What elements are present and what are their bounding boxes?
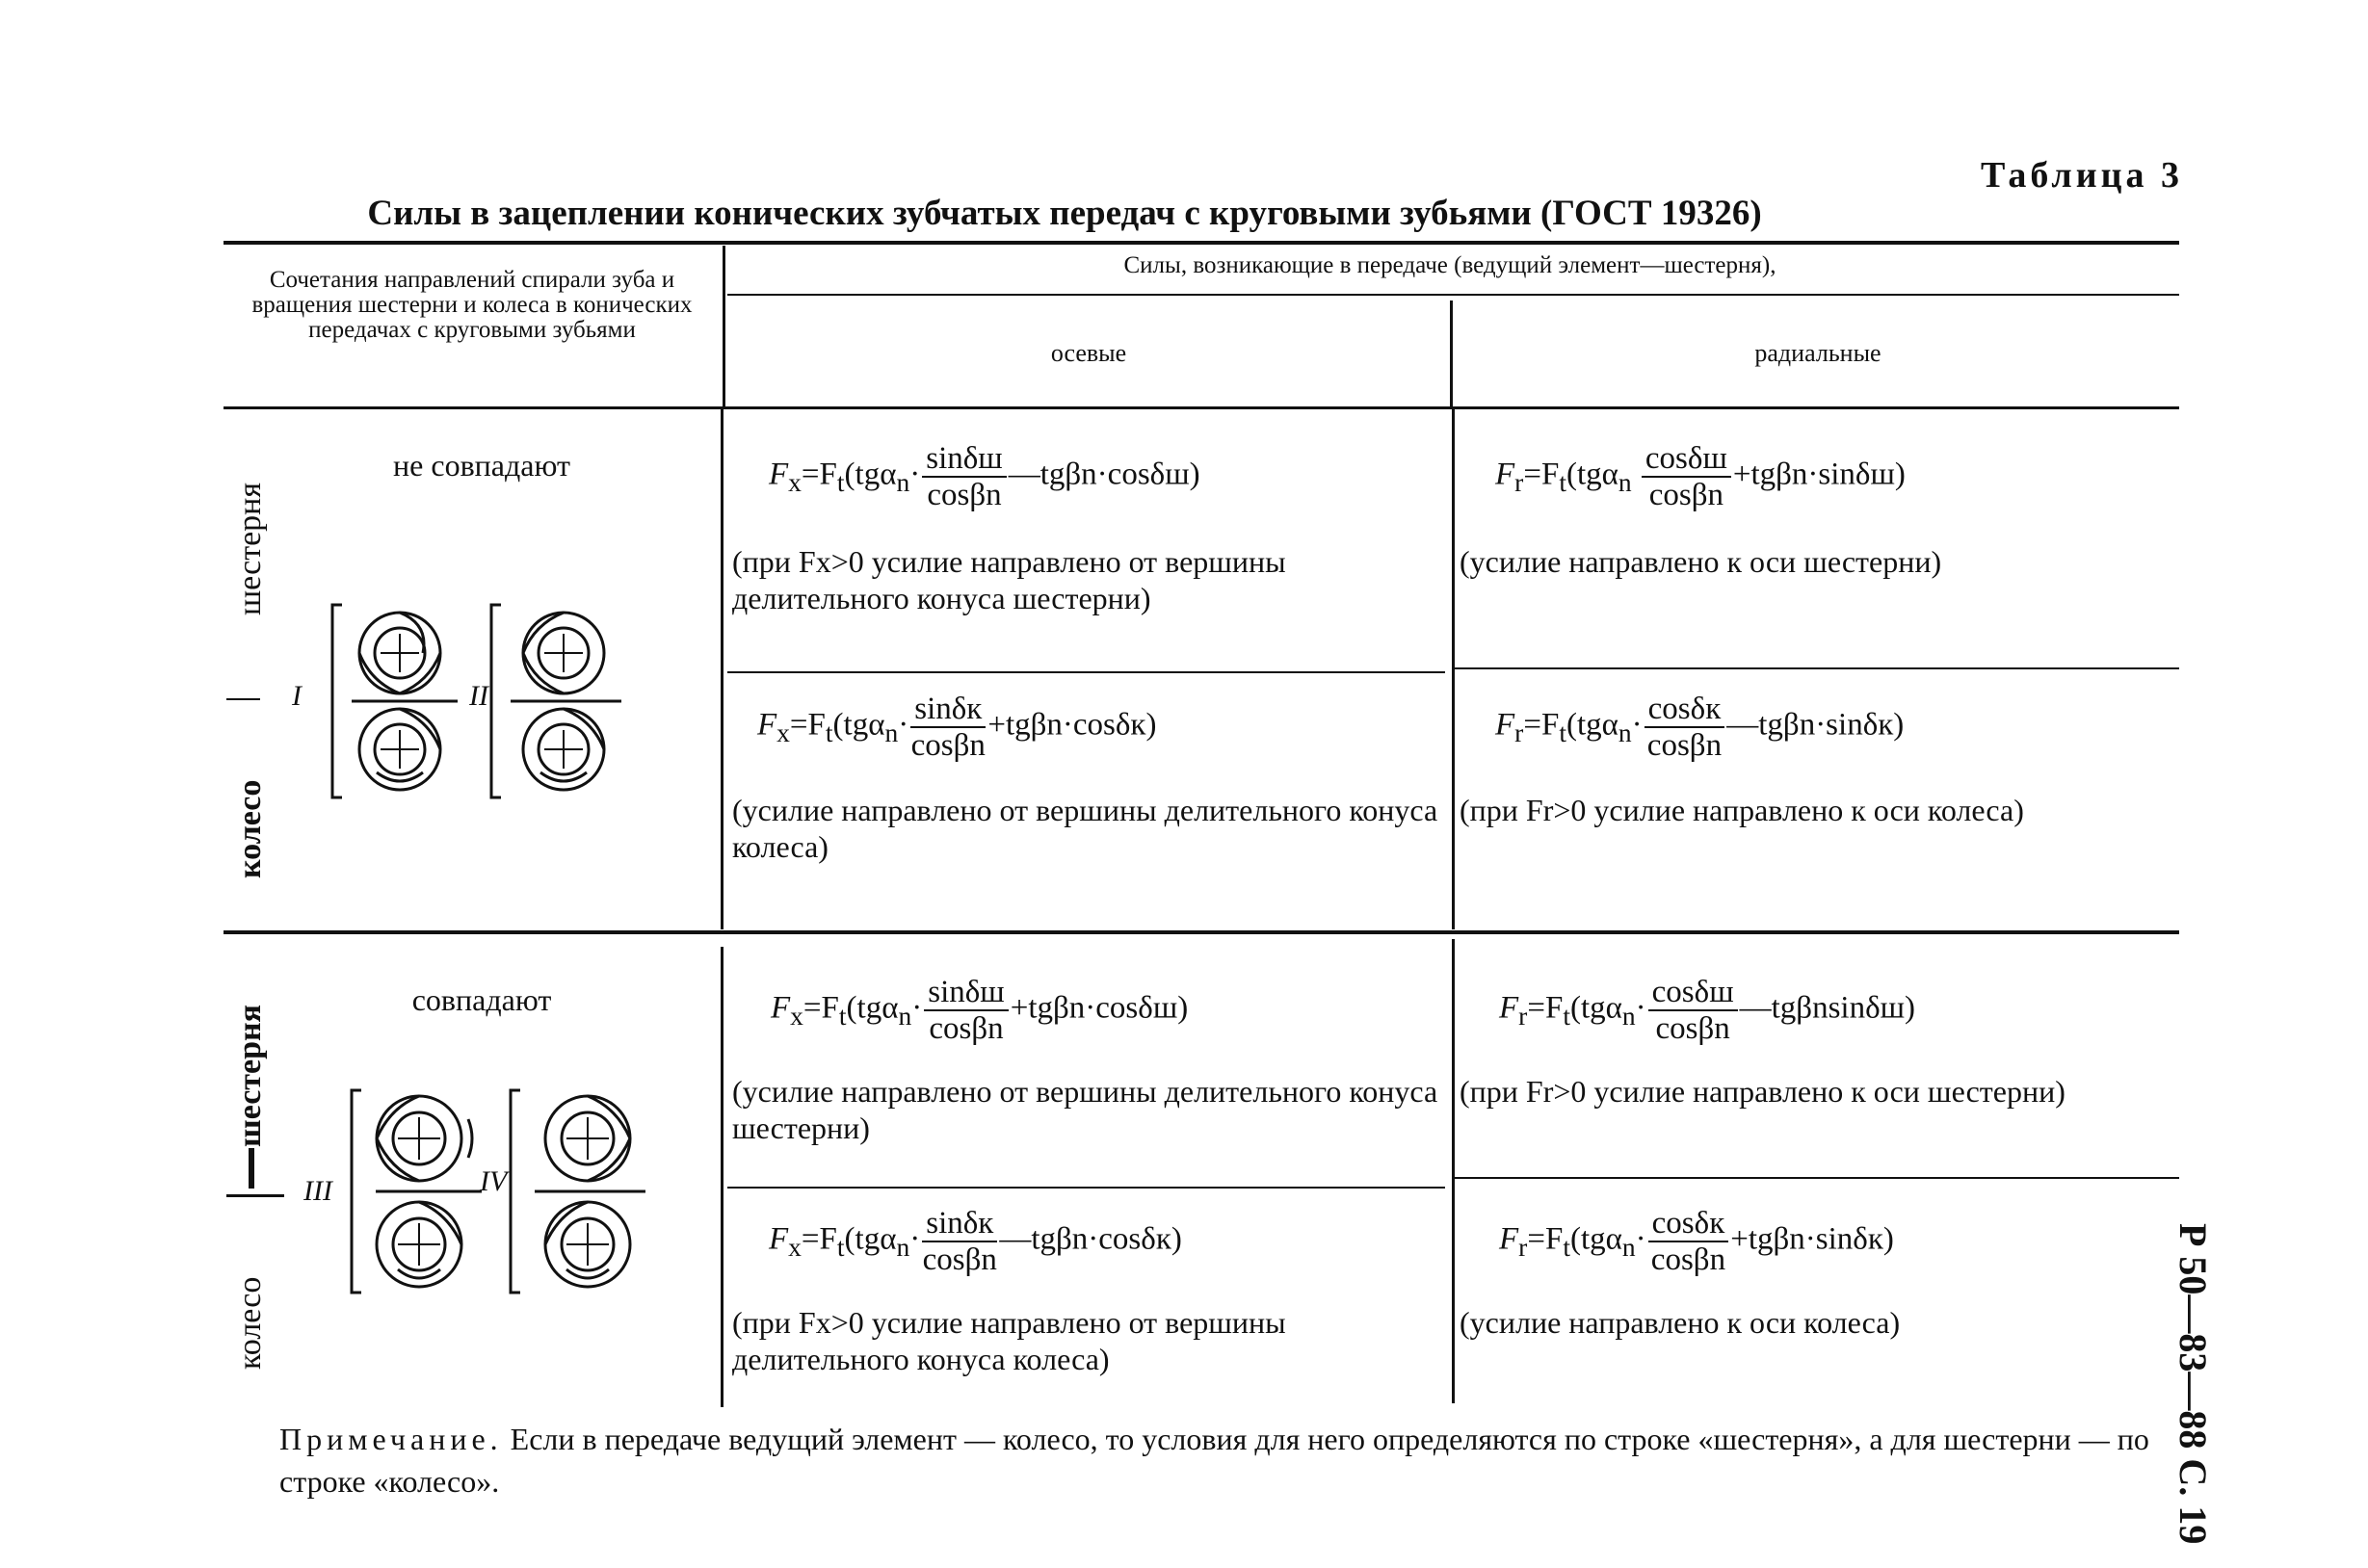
formula-t-sub: t <box>838 1001 847 1032</box>
formula-after: +tgβn·sinδк) <box>1730 1221 1894 1257</box>
formula-fraction <box>924 975 1008 1046</box>
formula-open: (tgα <box>844 1221 897 1257</box>
formula-before: =F <box>801 1221 837 1257</box>
formula-radial-g1-r2: $F_r=F_t(tg\alpha_n\cdot$ $\frac{\cos\delta к}{\cos\beta n}$ —tgβn·sinδк) <box>1495 692 1905 763</box>
formula-after: —tgβn·sinδк) <box>1726 707 1905 743</box>
formula-open-sub: n <box>1618 467 1632 498</box>
formula-before: =F <box>1523 707 1560 743</box>
gear-diagram-I-II <box>323 595 641 826</box>
col-divider-1-g1 <box>721 409 724 929</box>
formula-fraction <box>922 1206 997 1277</box>
rule-group2-mid-radial <box>1455 1177 2179 1179</box>
rule-group-split <box>224 930 2179 934</box>
formula-after: +tgβn·cosδш) <box>1010 990 1189 1026</box>
fraction-denominator: cosβn <box>922 1242 997 1277</box>
formula-open-sub: n <box>896 467 910 498</box>
formula-lhs: F <box>769 457 789 492</box>
formula-lhs-sub: r <box>1514 467 1524 498</box>
rule-group1-mid-axial <box>727 671 1445 673</box>
col-divider-1-g2 <box>721 947 724 1407</box>
formula-open: (tgα <box>846 990 899 1026</box>
formula-lhs-sub: r <box>1518 1001 1528 1032</box>
formula-radial-g2-r1: $F_r=F_t(tg\alpha_n\cdot$ $\frac{\cos\delta ш}{\cos\beta n}$ —tgβnsinδш) <box>1499 975 1916 1046</box>
note-radial-g1-r1: (усилие направлено к оси шестерни) <box>1460 544 1942 579</box>
fraction-numerator: cosδш <box>1642 441 1731 478</box>
formula-after: —tgβn·cosδк) <box>999 1221 1182 1257</box>
formula-lhs: F <box>1499 1221 1519 1257</box>
formula-lhs-sub: x <box>776 718 790 748</box>
side-label-pinion-1: шестерня <box>232 483 268 615</box>
side-label-wheel-2: колесо <box>232 1276 268 1370</box>
formula-t-sub: t <box>836 1232 845 1263</box>
rule-group1-mid-radial <box>1455 667 2179 669</box>
note-axial-g2-r2: (при Fx>0 усилие направлено от вершины делительного конуса колеса) <box>732 1305 1286 1376</box>
formula-before: =F <box>802 990 839 1026</box>
formula-open-sub: n <box>884 718 899 748</box>
formula-radial-g2-r2: $F_r=F_t(tg\alpha_n\cdot$ $\frac{\cos\delta к}{\cos\beta n}$ +tgβn·sinδк) <box>1499 1206 1894 1277</box>
gear-diagram-III-IV <box>347 1081 665 1321</box>
formula-lhs: F <box>769 1221 789 1257</box>
formula-lhs: F <box>1495 707 1515 743</box>
fraction-denominator: cosβn <box>1648 478 1724 512</box>
roman-numeral-III: III <box>303 1175 332 1207</box>
formula-t-sub: t <box>1559 718 1566 748</box>
formula-t-sub: t <box>1563 1232 1570 1263</box>
fraction-denominator: cosβn <box>1646 728 1723 763</box>
formula-fraction <box>1648 1206 1729 1277</box>
fraction-numerator: cosδк <box>1648 1206 1729 1242</box>
fraction-numerator: sinδк <box>922 1206 997 1242</box>
fraction-numerator: sinδк <box>910 692 986 728</box>
formula-axial-g2-r1: $F_x=F_t(tg\alpha_n\cdot$ $\frac{\sin\delta ш}{\cos\beta n}$ +tgβn·cosδш) <box>771 975 1189 1046</box>
formula-fraction <box>910 692 986 763</box>
fraction-numerator: sinδш <box>924 975 1008 1011</box>
formula-fraction <box>1644 692 1725 763</box>
formula-after: —tgβn·cosδш) <box>1008 457 1200 492</box>
formula-open: (tgα <box>844 457 897 492</box>
formula-open: (tgα <box>1566 457 1618 492</box>
formula-lhs-sub: x <box>788 467 802 498</box>
col-divider-2-g1 <box>1452 409 1455 929</box>
formula-open: (tgα <box>1569 990 1622 1026</box>
fraction-denominator: cosβn <box>910 728 986 763</box>
dash-1 <box>226 698 260 700</box>
case-label-mismatch: не совпадают <box>393 448 570 483</box>
fraction-numerator: sinδш <box>922 441 1006 478</box>
col-divider-2-g2 <box>1452 939 1455 1403</box>
formula-axial-g2-r2: $F_x=F_t(tg\alpha_n\cdot$ $\frac{\sin\delta к}{\cos\beta n}$ —tgβn·cosδк) <box>769 1206 1182 1277</box>
formula-fraction <box>1642 441 1731 512</box>
col-divider-2-header <box>1450 301 1453 407</box>
formula-open-sub: n <box>1621 1232 1636 1263</box>
fraction-denominator: cosβn <box>929 1011 1004 1046</box>
note-radial-g2-r1: (при Fr>0 усилие направлено к оси шестерни) <box>1460 1074 2065 1109</box>
roman-numeral-II: II <box>469 680 488 712</box>
header-forces: Силы, возникающие в передаче (ведущий элемент—шестерня), <box>1123 252 1776 278</box>
formula-before: =F <box>1527 1221 1564 1257</box>
formula-lhs: F <box>757 707 777 743</box>
dash-2 <box>226 1194 284 1197</box>
note-axial-g1-r2: (усилие направлено от вершины делительного конуса колеса) <box>732 793 1438 864</box>
fraction-denominator: cosβn <box>927 478 1002 512</box>
formula-axial-g1-r2: $F_x=F_t(tg\alpha_n\cdot$ $\frac{\sin\delta к}{\cos\beta n}$ +tgβn·cosδк) <box>757 692 1157 763</box>
formula-t-sub: t <box>825 718 833 748</box>
footnote-text: Если в передаче ведущий элемент — колесо, то условия для него определяются по строке «шестерня», а для шестерни — по строке «колесо». <box>279 1422 2149 1499</box>
formula-t-sub: t <box>836 467 845 498</box>
formula-open-sub: n <box>1618 718 1632 748</box>
formula-open-sub: n <box>1621 1001 1636 1032</box>
case-label-match: совпадают <box>411 982 552 1017</box>
formula-lhs-sub: r <box>1518 1232 1528 1263</box>
note-axial-g2-r1: (усилие направлено от вершины делительного конуса шестерни) <box>732 1074 1438 1145</box>
fraction-denominator: cosβn <box>1655 1011 1730 1046</box>
note-radial-g1-r2: (при Fr>0 усилие направлено к оси колеса) <box>1460 793 2024 827</box>
page-code: Р 50—83—88 С. 19 <box>2171 1223 2215 1545</box>
fraction-denominator: cosβn <box>1650 1242 1726 1277</box>
formula-after: —tgβnsinδш) <box>1739 990 1916 1026</box>
rule-header-split <box>727 294 2179 296</box>
formula-lhs-sub: x <box>788 1232 802 1263</box>
formula-lhs: F <box>771 990 791 1026</box>
formula-before: =F <box>1527 990 1564 1026</box>
formula-open: (tgα <box>832 707 885 743</box>
table-title: Силы в зацеплении конических зубчатых передач с круговыми зубьями (ГОСТ 19326) <box>367 194 1762 233</box>
formula-before: =F <box>789 707 826 743</box>
formula-open-sub: n <box>898 1001 912 1032</box>
side-label-pinion-2: шестерня <box>232 1005 268 1147</box>
rule-header-bottom <box>224 406 2179 409</box>
footnote-label: Примечание. <box>279 1422 503 1456</box>
roman-numeral-I: I <box>292 680 302 712</box>
fraction-numerator: cosδк <box>1644 692 1725 728</box>
formula-fraction <box>922 441 1006 512</box>
fraction-numerator: cosδш <box>1648 975 1738 1011</box>
header-combination: Сочетания направлений спирали зуба и вращения шестерни и колеса в конических передачах с круговыми зубьями <box>251 267 693 343</box>
header-radial: радиальные <box>1754 339 1881 367</box>
formula-before: =F <box>801 457 837 492</box>
formula-lhs-sub: r <box>1514 718 1524 748</box>
formula-lhs-sub: x <box>790 1001 803 1032</box>
formula-open: (tgα <box>1566 707 1618 743</box>
formula-after: +tgβn·sinδш) <box>1732 457 1906 492</box>
formula-open-sub: n <box>896 1232 910 1263</box>
formula-radial-g1-r1 <box>1495 441 1906 512</box>
table-footnote <box>279 1418 2187 1503</box>
formula-axial-g1-r1: $F_x=F_t(tg\alpha_n\cdot$ $\frac{\sin\delta ш}{\cos\beta n}$ —tgβn·cosδш) <box>769 441 1200 512</box>
col-divider-1-header <box>723 246 725 407</box>
rule-top <box>224 241 2179 245</box>
table-number: Таблица 3 <box>1980 155 2183 196</box>
formula-after: +tgβn·cosδк) <box>987 707 1157 743</box>
formula-open: (tgα <box>1569 1221 1622 1257</box>
roman-numeral-IV: IV <box>480 1165 508 1197</box>
formula-lhs: F <box>1499 990 1519 1026</box>
formula-t-sub: t <box>1559 467 1566 498</box>
bar-separator <box>249 1148 254 1189</box>
formula-lhs: F <box>1495 457 1515 492</box>
formula-fraction <box>1648 975 1738 1046</box>
note-axial-g1-r1: (при Fx>0 усилие направлено от вершины делительного конуса шестерни) <box>732 544 1286 615</box>
header-axial: осевые <box>1050 339 1127 367</box>
formula-t-sub: t <box>1563 1001 1570 1032</box>
side-label-wheel-1: колесо <box>232 779 268 878</box>
formula-before: =F <box>1523 457 1560 492</box>
note-radial-g2-r2: (усилие направлено к оси колеса) <box>1460 1305 1901 1340</box>
rule-group2-mid-axial <box>727 1187 1445 1189</box>
